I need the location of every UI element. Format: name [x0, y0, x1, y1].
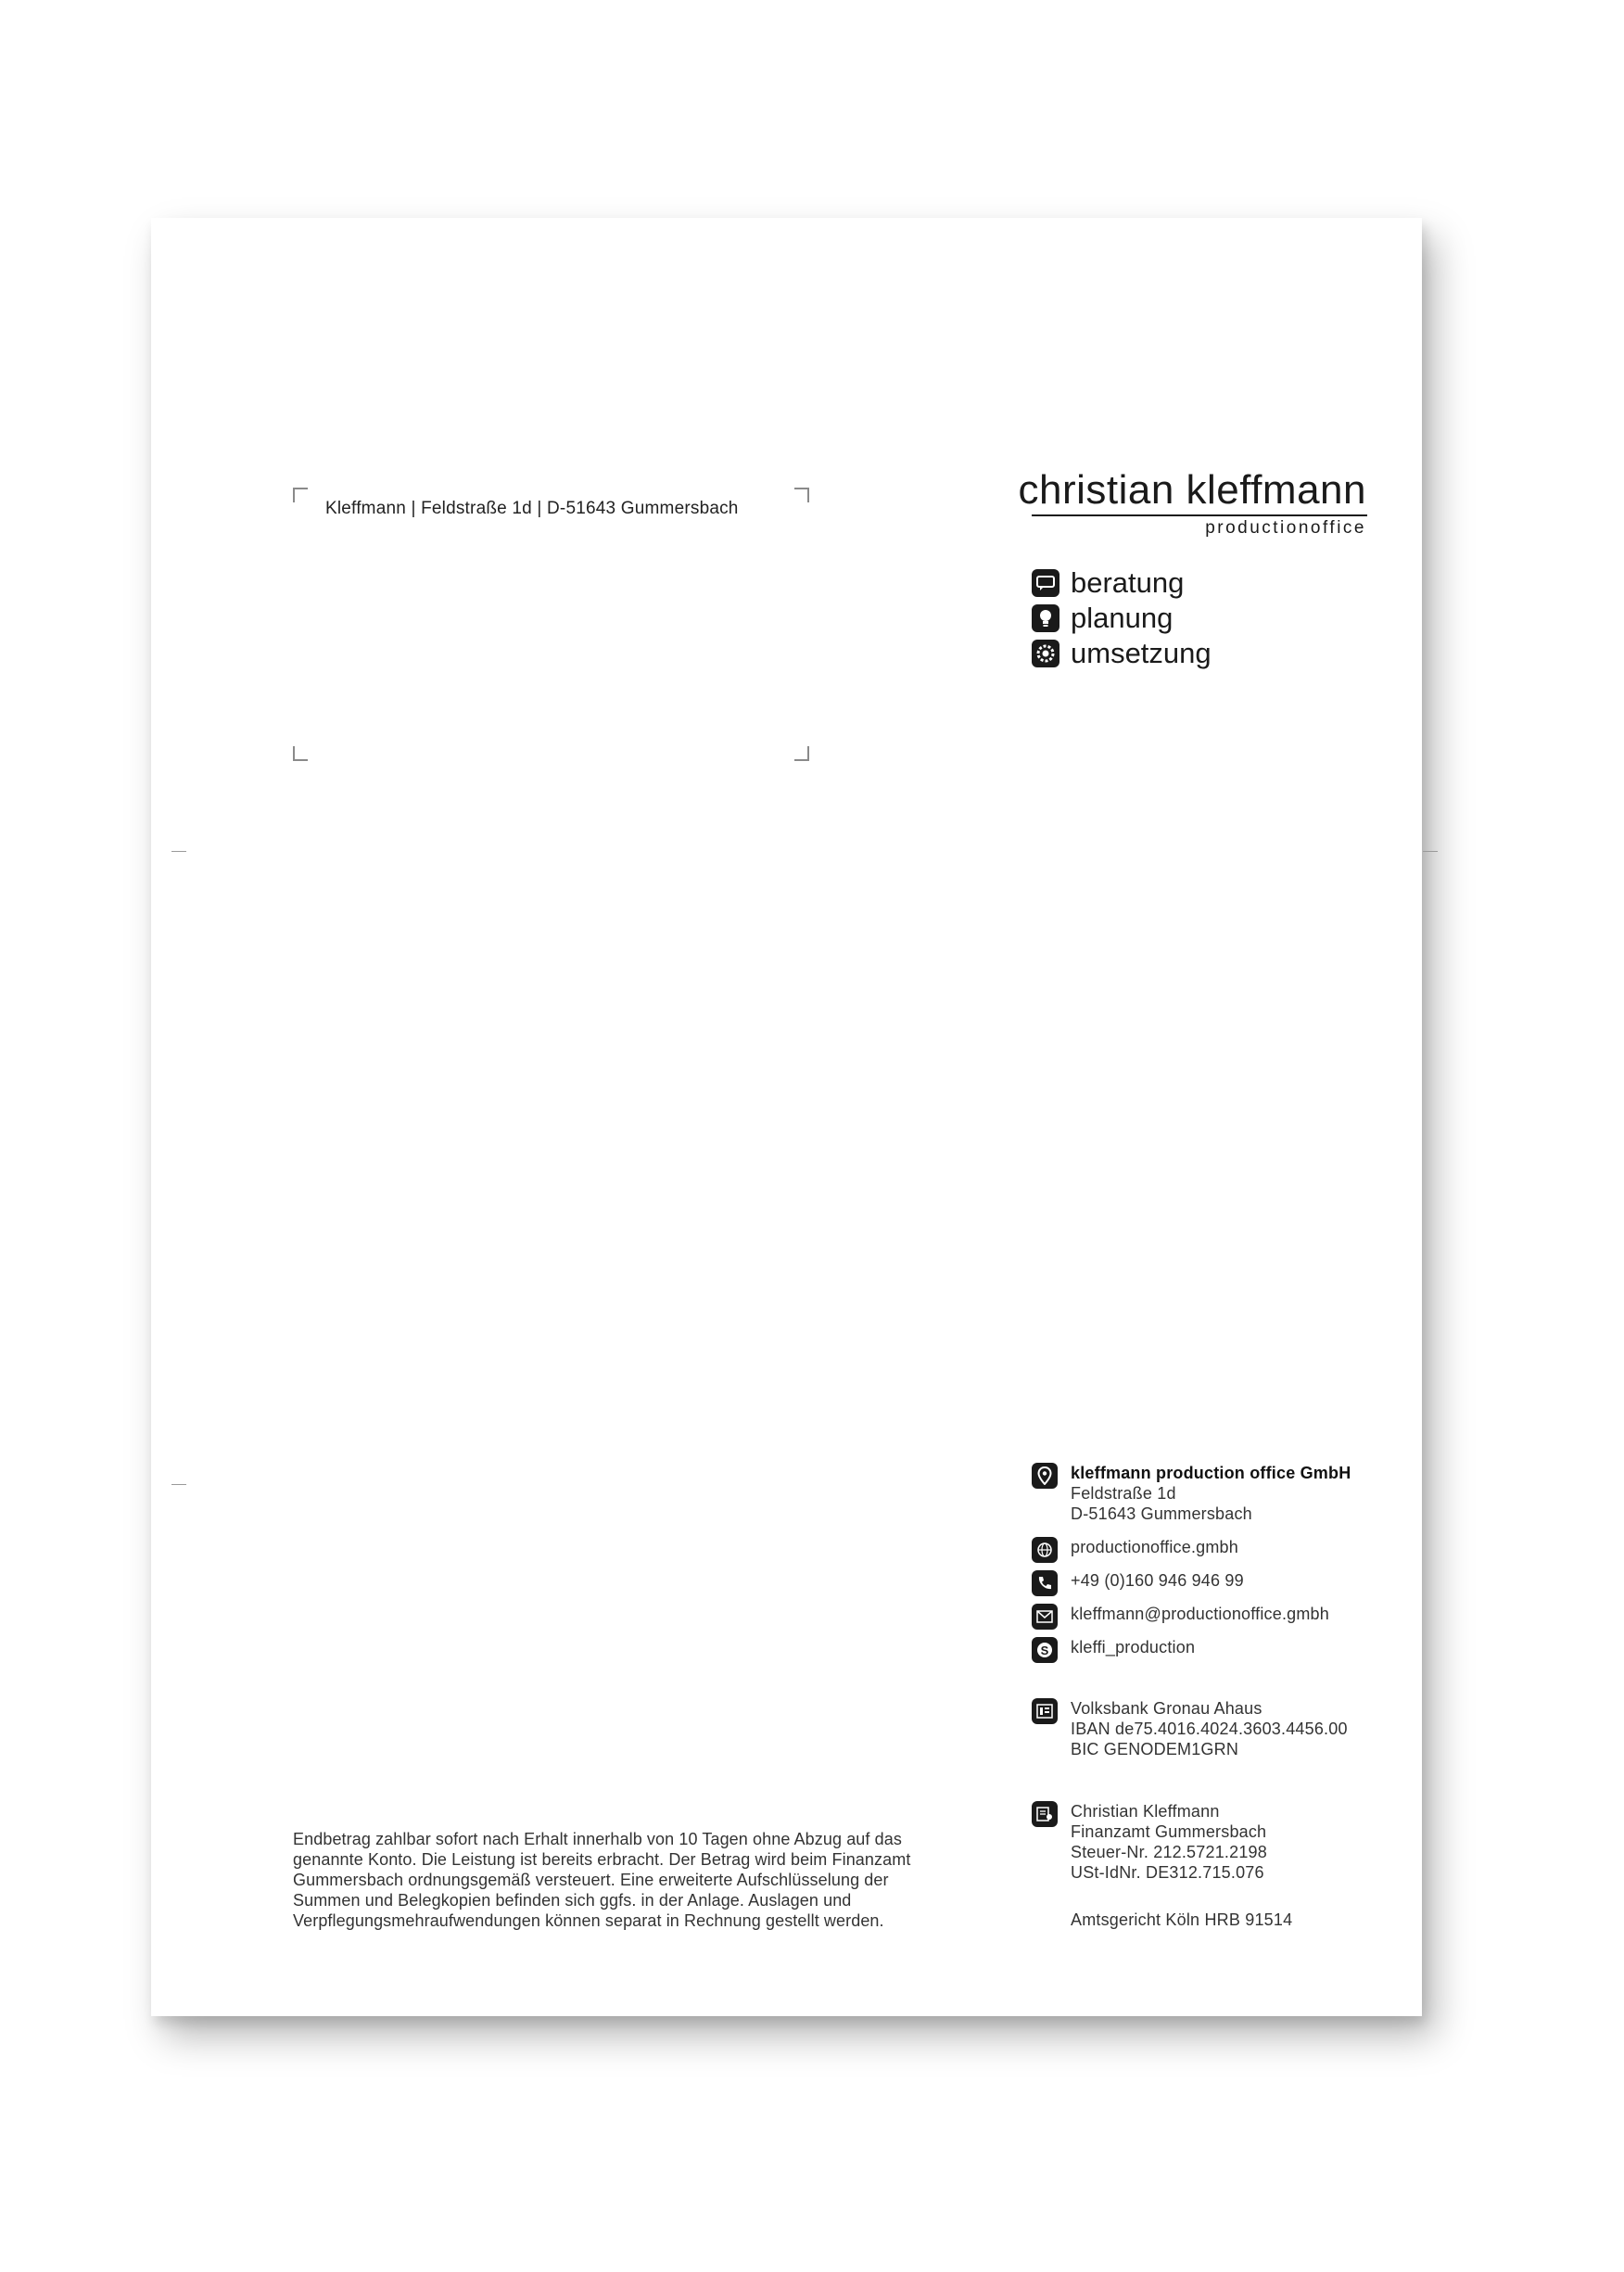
payment-terms-line: Endbetrag zahlbar sofort nach Erhalt innerhalb von 10 Tagen ohne Abzug auf das — [293, 1830, 902, 1848]
fold-mark-left-bottom — [171, 1484, 186, 1485]
payment-terms-line: genannte Konto. Die Leistung ist bereits erbracht. Der Betrag wird beim Finanzamt — [293, 1850, 911, 1869]
mail-icon — [1032, 1604, 1058, 1630]
email-link[interactable]: kleffmann@productionoffice.gmbh — [1071, 1605, 1329, 1623]
svg-text:S: S — [1040, 1644, 1049, 1657]
service-label: beratung — [1071, 566, 1185, 599]
phone-number[interactable]: +49 (0)160 946 946 99 — [1071, 1571, 1244, 1590]
company-street: Feldstraße 1d — [1071, 1484, 1176, 1503]
fold-mark-right — [1423, 851, 1438, 852]
company-city: D-51643 Gummersbach — [1071, 1504, 1252, 1523]
skype-icon — [1032, 1637, 1058, 1663]
skype-handle[interactable]: kleffi_production — [1071, 1638, 1196, 1656]
window-corner-top-left — [293, 488, 308, 502]
bank-details — [1032, 1698, 1348, 1759]
window-corner-bottom-left — [293, 746, 308, 761]
contact-email — [1032, 1604, 1329, 1630]
bank-bic: BIC GENODEM1GRN — [1071, 1740, 1239, 1758]
brand-subtitle: productionoffice — [1205, 518, 1366, 538]
payment-terms-line: Verpflegungsmehraufwendungen können separat in Rechnung gestellt werden. — [293, 1911, 884, 1930]
bank-iban: IBAN de75.4016.4024.3603.4456.00 — [1071, 1720, 1348, 1738]
lightbulb-icon — [1032, 604, 1059, 632]
website-link[interactable]: productionoffice.gmbh — [1071, 1538, 1238, 1556]
bank-icon — [1032, 1698, 1058, 1724]
window-corner-bottom-right — [794, 746, 809, 761]
payment-terms-line: Summen und Belegkopien befinden sich ggfs. in der Anlage. Auslagen und — [293, 1891, 852, 1910]
contact-address — [1032, 1463, 1351, 1524]
tax-ust-id: USt-IdNr. DE312.715.076 — [1071, 1863, 1264, 1882]
letterhead-page — [151, 218, 1422, 2016]
bank-name: Volksbank Gronau Ahaus — [1071, 1699, 1262, 1718]
tax-owner: Christian Kleffmann — [1071, 1802, 1220, 1821]
payment-terms — [293, 1829, 979, 1931]
court-register: Amtsgericht Köln HRB 91514 — [1071, 1910, 1293, 1929]
tax-details — [1032, 1801, 1267, 1883]
service-label: planung — [1071, 602, 1174, 634]
brand-underline — [1032, 514, 1367, 516]
chat-icon — [1032, 569, 1059, 597]
tax-office: Finanzamt Gummersbach — [1071, 1822, 1267, 1841]
contact-skype — [1032, 1637, 1195, 1663]
window-corner-top-right — [794, 488, 809, 502]
phone-icon — [1032, 1570, 1058, 1596]
tax-steuer-nr: Steuer-Nr. 212.5721.2198 — [1071, 1843, 1267, 1861]
location-pin-icon — [1032, 1463, 1058, 1489]
sender-line: Kleffmann | Feldstraße 1d | D-51643 Gummersbach — [325, 499, 739, 518]
fold-mark-left-top — [171, 851, 186, 852]
company-name: kleffmann production office GmbH — [1071, 1464, 1351, 1482]
service-beratung — [1032, 566, 1273, 600]
gear-icon — [1032, 640, 1059, 667]
service-umsetzung — [1032, 637, 1273, 670]
contact-phone — [1032, 1570, 1244, 1596]
certificate-icon — [1032, 1801, 1058, 1827]
contact-website — [1032, 1537, 1238, 1563]
service-label: umsetzung — [1071, 637, 1212, 669]
payment-terms-line: Gummersbach ordnungsgemäß versteuert. Eine erweiterte Aufschlüsselung der — [293, 1871, 889, 1889]
service-planung — [1032, 602, 1273, 635]
brand-name: christian kleffmann — [1018, 467, 1366, 513]
globe-icon — [1032, 1537, 1058, 1563]
